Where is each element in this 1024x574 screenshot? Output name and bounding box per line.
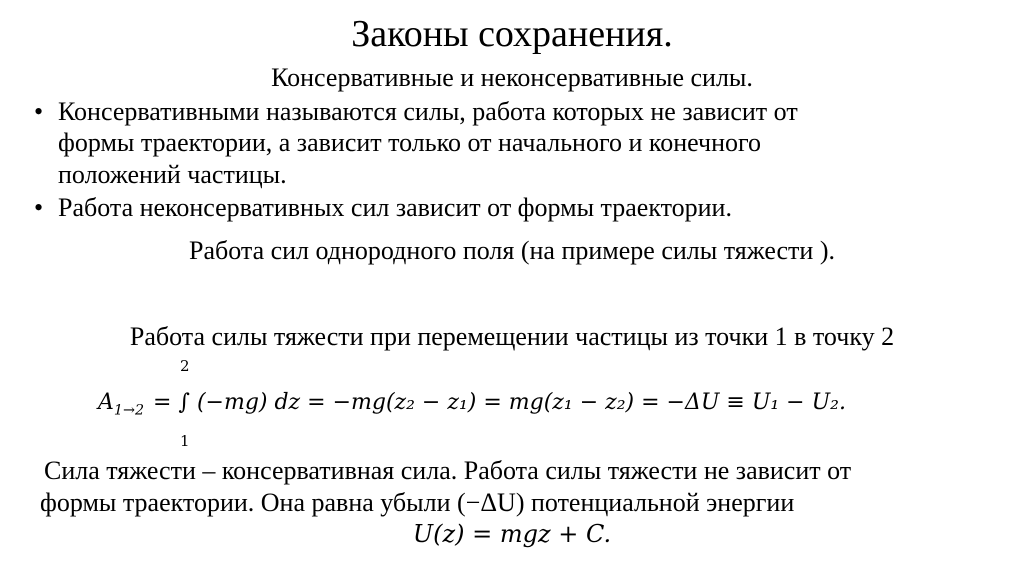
integral-lower-limit: 1 bbox=[180, 432, 190, 450]
bullet-dot: • bbox=[34, 97, 44, 126]
bullet-dot: • bbox=[34, 193, 44, 222]
bullet-1-line-1 bbox=[34, 96, 798, 128]
slide-subtitle: Консервативные и неконсервативные силы. bbox=[271, 63, 753, 92]
bullet-1-line-2: формы траектории, а зависит только от начального и конечного bbox=[58, 128, 762, 157]
section-heading: Работа сил однородного поля (на примере силы тяжести ). bbox=[189, 236, 835, 265]
formula-rhs: = ∫ (−mg) dz = −mg(z₂ − z₁) = mg(z₁ − z₂) = −ΔU ≡ U₁ − U₂. bbox=[146, 390, 846, 415]
potential-energy-formula: U(z) = mgz + C. bbox=[412, 520, 612, 548]
integral-upper-limit: 2 bbox=[180, 357, 190, 375]
work-formula bbox=[98, 390, 846, 418]
bullet-2-text-1: Работа неконсервативных сил зависит от формы траектории. bbox=[58, 193, 732, 222]
formula-lhs: A bbox=[98, 390, 114, 415]
conclusion-line-1: Сила тяжести – консервативная сила. Работа силы тяжести не зависит от bbox=[44, 456, 852, 485]
bullet-1-line-3: положений частицы. bbox=[58, 160, 287, 189]
formula-lhs-sub: 1→2 bbox=[113, 402, 145, 419]
bullet-2-line-1 bbox=[34, 192, 732, 224]
slide-title: Законы сохранения. bbox=[351, 13, 673, 55]
conclusion-line-2: формы траектории. Она равна убыли (−ΔU) потенциальной энергии bbox=[40, 488, 795, 517]
bullet-1-text-1: Консервативными называются силы, работа которых не зависит от bbox=[58, 97, 798, 126]
formula-intro: Работа силы тяжести при перемещении частицы из точки 1 в точку 2 bbox=[129, 322, 895, 351]
